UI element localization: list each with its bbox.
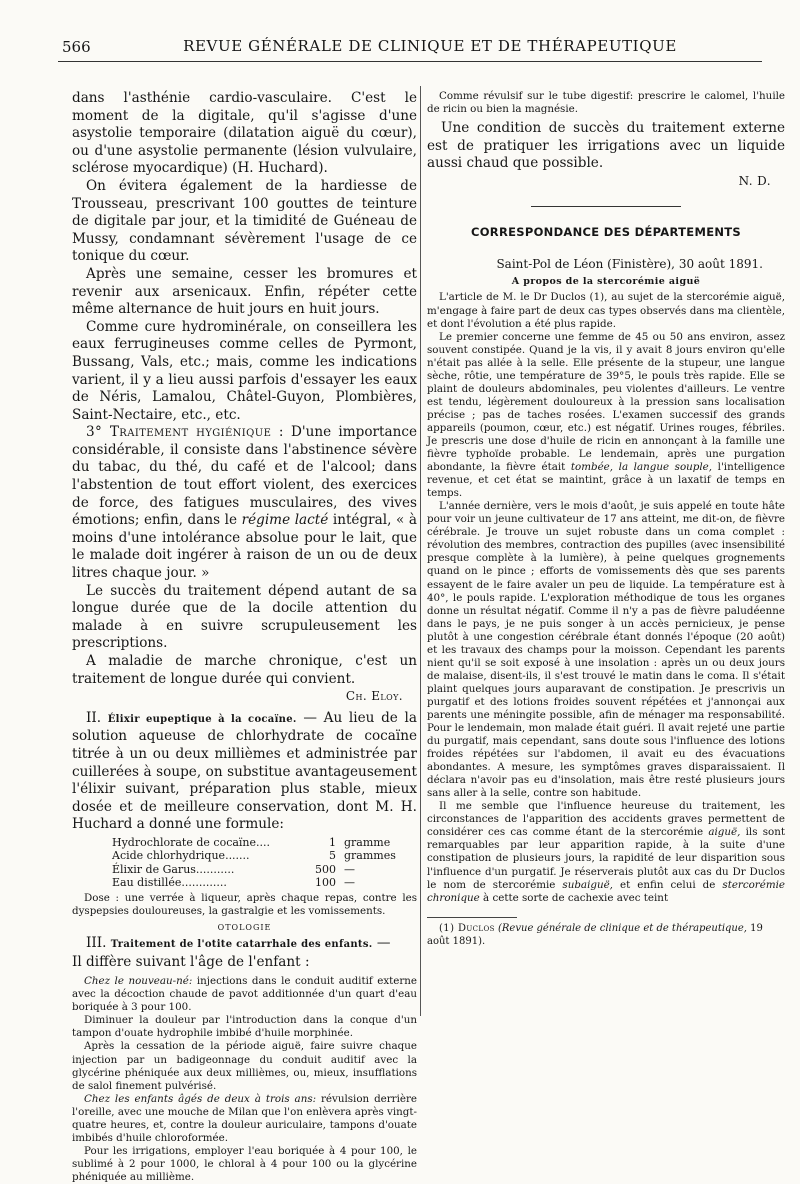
paragraph-maladie-chronique: A maladie de marche chronique, c'est un traitement de longue durée qui convient. [72,653,417,687]
otologie-heading: OTOLOGIE [217,923,272,933]
formula-row: Élixir de Garus........... 500 — [112,862,355,876]
paragraph-article-duclos: L'article de M. le Dr Duclos (1), au sujet de la stercorémie aiguë, m'engage à faire part de deux cas types observés dans ma clientèle, et dont l'évolution a été plus rapide. [427,291,785,330]
left-body [72,90,417,834]
signature-eloy: Ch. Eloy. [345,689,403,704]
hygienique-regime: régime lacté [241,512,329,529]
paragraph-asthenie: dans l'asthénie cardio-vasculaire. C'est le moment de la digitale, qu'il s'agisse d'une asystolie temporaire (dilatation aiguë du cœur), ou d'une asystolie permanente (lésion vulvulaire, sclérose myocardique) (H. Huchard). [72,90,417,177]
dose-text-block [72,892,417,918]
section-elixir-number: II. [86,709,102,726]
section-elixir-title: Élixir eupeptique à la cocaïne. [107,713,297,725]
section-elixir-text: — Au lieu de la solution aqueuse de chlorhydrate de cocaïne titrée à un ou deux millièmes et administrée par cuillerées à soupe, on substitue avantageusement l'élixir suivant, préparation plus stable, mieux dosée et de meilleure conservation, dont M. H. Huchard a donné une formule: [72,709,417,833]
paragraph-periode-aigue: Après la cessation de la période aiguë, faire suivre chaque injection par un badigeonnage du conduit auditif avec la glycérine phéniquée aux deux millièmes, ou, mieux, insufflations de salol finement pulvérisé. [72,1040,417,1092]
paragraph-second-cas: L'année dernière, vers le mois d'août, je suis appelé en toute hâte pour voir un jeune cultivateur de 17 ans atteint, me dit-on, de fièvre cérébrale. Je trouve un sujet robuste dans un coma complet : révolution des membres, contraction des pupilles (avec insensibilité presque complète à la lumière), à peine quelques grognements quand on le pince ; efforts de vomissements dès que ses parents essayent de le faire avaler un peu de liquide. La température est à 40°, le pouls rapide. L'exploration méthodique de tous les organes donne un résultat négatif. Comme il n'y a pas de fièvre paludéenne dans le pays, je ne puis songer à un accès pernicieux, je pense plutôt à une congestion cérébrale étant donnés l'époque (20 août) et les travaux des champs pour la moisson. Cependant les parents nient qu'il se soit exposé à une insolation : après un ou deux jours de malaise, disent-ils, il s'est trouvé le matin dans le coma. Il s'était plaint quelques jours auparavant de constipation. Je prescrivis un purgatif et des lotions froides souvent répétées et j'annonçai aux parents une méningite possible, afin de ménager ma responsabilité. Pour le lendemain, mon malade était guéri. Il avait rejeté une partie du purgatif, mais cependant, sans doute sous l'influence des lotions froides répétées sur l'abdomen, il avait eu des évacuations abondantes. A mesure, les symptômes graves disparaissaient. Il déclara n'avoir pas eu d'insolation, mais être resté plusieurs jours sans aller à la selle, contre son habitude. [427,500,785,800]
paragraph-premier-cas: Le premier concerne une femme de 45 ou 50 ans environ, assez souvent constipée. Quand je la vis, il y avait 8 jours environ qu'elle n'était pas allée à la selle. Elle présente de la stupeur, une langue sèche, rôtie, une température de 39°5, le pouls très rapide. Elle se plaint de douleurs abdominales, peu violentes d'ailleurs. Le ventre est tendu, légèrement douloureux à la pression sans localisation précise ; pas de taches rosées. L'examen successif des grands appareils (poumon, cœur, etc.) est négatif. Urines rouges, fébriles. Je prescris une dose d'huile de ricin en annonçant à la famille une fièvre typhoïde probable. Le lendemain, après une purgation abondante, la fièvre était tombée, la langue souple, l'intelligence revenue, et cet état se maintint, grâce à un laxatif de temps en temps. [427,330,785,500]
footnote-rule [427,917,517,918]
paragraph-conclusion: Il me semble que l'influence heureuse du traitement, les circonstances de l'apparition des accidents graves permettent de considérer ces cas comme étant de la stercorémie aiguë, ils sont remarquables par leur apparition rapide, à la suite d'une constipation de plusieurs jours, la rapidité de leur disparition sous l'influence d'un purgatif. Je réserverais plutôt aux cas du Dr Duclos le nom de stercorémie subaiguë, et enfin celui de stercorémie chronique à cette sorte de cachexie avec teint [427,800,785,904]
signature-nd: N. D. [738,173,771,188]
stercoremie-subtitle: A propos de la stercorémie aiguë [511,276,701,288]
revulsif-block [427,90,785,116]
formula-row: Eau distillée............. 100 — [112,876,355,890]
paragraph-succes: Le succès du traitement dépend autant de sa longue durée que de la docile attention du malade à en suivre scrupuleusement les prescriptions. [72,582,417,652]
section-otite-title: Traitement de l'otite catarrhale des enfants. [110,939,373,951]
hygienique-text-a: D'une importance considérable, il consiste dans l'abstinence sévère du tabac, du thé, du café et de l'alcool; dans l'abstention de tout effort violent, des exercices de force, des fatigues musculaires, des vives émotions; enfin, dans le [72,424,417,529]
correspondance-body [427,291,785,904]
section-elixir [72,710,417,834]
condition-block [427,120,785,190]
otite-intro: Il diffère suivant l'âge de l'enfant : [72,953,310,970]
formula-row: Hydrochlorate de cocaïne.... 1 gramme [112,835,391,849]
hygienique-lead: 3° Traitement hygiénique : [86,424,284,441]
page-header [0,32,800,62]
otite-text-block [72,975,417,1184]
formula-table [112,836,417,890]
right-column [427,90,785,1020]
paragraph-nouveau-ne: Chez le nouveau-né: injections dans le conduit auditif externe avec la décoction chaude de pavot additionnée d'un quart d'eau boriquée à 3 pour 100. [72,975,418,1014]
paragraph-hygienique [72,424,417,582]
column-divider [420,86,421,1016]
paragraph-deux-trois-ans: Chez les enfants âgés de deux à trois ans: révulsion derrière l'oreille, avec une mouche de Milan que l'on enlèvera après vingt-quatre heures, et, contre la douleur auriculaire, tampons d'ouate imbibés d'huile chloroformée. [72,1092,418,1144]
section-rule [531,206,681,207]
paragraph-cure-hydrominerale: Comme cure hydrominérale, on conseillera les eaux ferrugineuses comme celles de Pyrmont, Bussang, Vals, etc.; mais, comme les indications varient, il y a lieu aussi parfois d'essayer les eaux de Néris, Lamalou, Châtel-Guyon, Plombières, Saint-Nectaire, etc., etc. [72,318,417,423]
running-title: REVUE GÉNÉRALE DE CLINIQUE ET DE THÉRAPEUTIQUE [183,37,677,55]
section-otite-number: III. [86,935,107,952]
paragraph-dose: Dose : une verrée à liqueur, après chaque repas, contre les dyspepsies douloureuses, la gastralgie et les vomissements. [72,891,417,917]
paragraph-bromures: Après une semaine, cesser les bromures et revenir aux arsenicaux. Enfin, répéter cette même alternance de huit jours en huit jours. [72,265,417,318]
formula-row: Acide chlorhydrique....... 5 grammes [112,849,396,863]
page-number: 566 [62,38,91,56]
paragraph-trousseau: On évitera également de la hardiesse de Trousseau, prescrivant 100 gouttes de teinture de digitale par jour, et la timidité de Guéneau de Mussy, condamnant sévèrement l'usage de ce tonique du cœur. [72,177,417,265]
header-rule [58,61,762,62]
paragraph-irrigations: Pour les irrigations, employer l'eau boriquée à 4 pour 100, le sublimé à 2 pour 1000, le chloral à 4 pour 100 ou la glycérine phéniquée au millième. [72,1144,417,1183]
left-column [72,90,418,1183]
section-otite: III. Traitement de l'otite catarrhale des enfants. — [86,935,391,952]
correspondance-heading: CORRESPONDANCE DES DÉPARTEMENTS [470,225,741,240]
dateline: Saint-Pol de Léon (Finistère), 30 août 1891. [496,257,763,272]
paragraph-condition: Une condition de succès du traitement externe est de pratiquer les irrigations avec un liquide aussi chaud que possible. [427,120,785,172]
hygienique-text-b: intégral, « à moins d'une intolérance absolue pour le lait, que le malade doit ingérer à raison de un ou de deux litres chaque jour. » [72,512,417,582]
paragraph-revulsif: Comme révulsif sur le tube digestif: prescrire le calomel, l'huile de ricin ou bien la magnésie. [427,90,785,116]
footnote-duclos: (1) Duclos (Revue générale de clinique et de thérapeutique, 19 août 1891). [427,922,763,947]
otite-heading-block [72,935,417,971]
paragraph-douleur: Diminuer la douleur par l'introduction dans la conque d'un tampon d'ouate hydrophile imbibé d'huile morphinée. [72,1014,417,1040]
